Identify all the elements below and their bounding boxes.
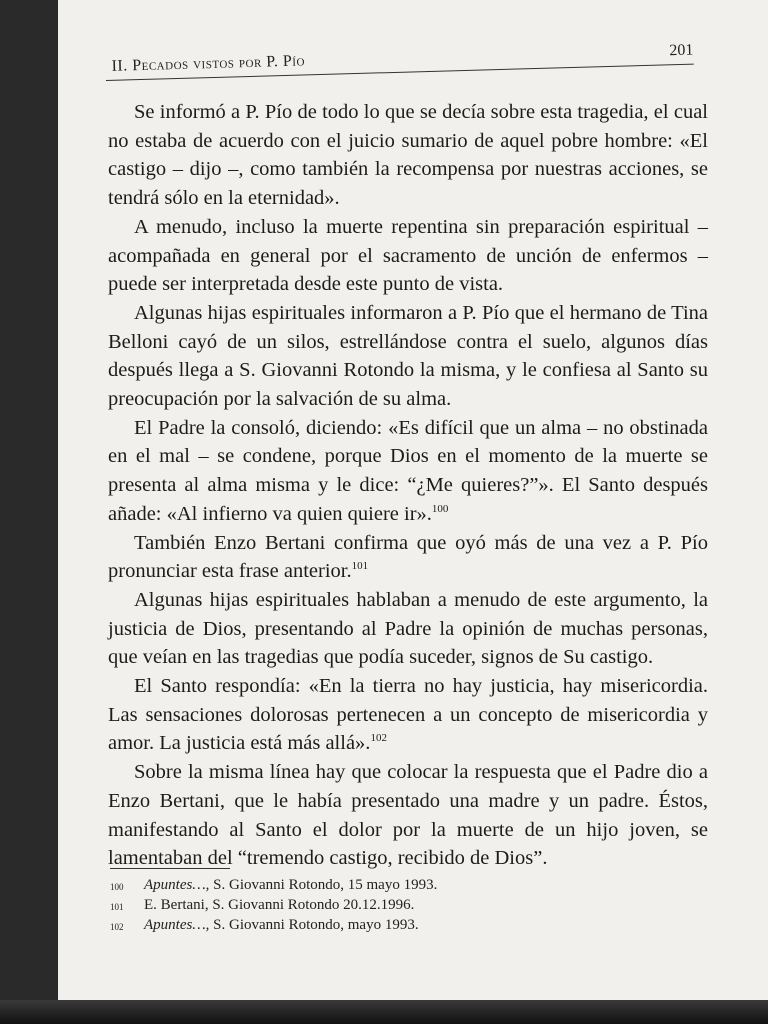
footnote <box>110 916 610 936</box>
footnote-number: 100 <box>110 882 124 892</box>
footnote-rule <box>110 868 230 869</box>
paragraph: El Santo respondía: «En la tierra no hay justicia, hay misericordia. Las sensaciones dolorosas pertenecen a un concepto de misericordia y amor. La justicia está más allá».$^{102}$ <box>108 675 708 755</box>
paragraph: Algunas hijas espirituales hablaban a menudo de este argumento, la justicia de Dios, presentando al Padre la opinión de muchas personas, que veían en las tragedias que podía suceder, signos de Su castigo. <box>108 588 708 669</box>
scan-shadow <box>0 1000 768 1024</box>
footnotes <box>110 876 610 936</box>
footnote-ref: 102 <box>370 732 387 745</box>
paragraph: Se informó a P. Pío de todo lo que se decía sobre esta tragedia, el cual no estaba de acuerdo con el juicio sumario de aquel pobre hombre: «El castigo – dijo –, como también la recompensa por nuestras acciones, se tendrá sólo en la eternidad». <box>108 101 708 210</box>
page-number: 201 <box>669 41 694 60</box>
paragraph: Algunas hijas espirituales informaron a P. Pío que el hermano de Tina Belloni cayó de un silos, estrellándose contra el suelo, algunos días después llega a S. Giovanni Rotondo la misma, y le confiesa al Santo su preocupación por la salvación de su alma. <box>108 301 708 411</box>
book-page <box>58 0 768 1000</box>
footnote-ref: 101 <box>351 560 369 573</box>
footnote-title: Apuntes… <box>144 917 206 933</box>
running-head: II. Pecados vistos por P. Pío <box>111 52 306 75</box>
footnote-text: E. Bertani, S. Giovanni Rotondo 20.12.1996. <box>144 897 415 913</box>
paragraph: A menudo, incluso la muerte repentina sin preparación espiritual – acompañada en general por el sacramento de unción de enfermos – puede ser interpretada desde este punto de vista. <box>108 215 708 296</box>
footnote-text: , S. Giovanni Rotondo, mayo 1993. <box>205 917 419 933</box>
paragraph: También Enzo Bertani confirma que oyó más de una vez a P. Pío pronunciar esta frase anterior.$^{101}$ <box>108 531 708 583</box>
body-text <box>108 98 708 873</box>
paragraph: Sobre la misma línea hay que colocar la respuesta que el Padre dio a Enzo Bertani, que le había presentado una madre y un padre. Éstos, manifestando al Santo el dolor por la muerte de un hijo joven, se lamentaban del “tremendo castigo, recibido de Dios”. <box>108 761 708 870</box>
page-header <box>105 34 694 81</box>
footnote-text: , S. Giovanni Rotondo, 15 mayo 1993. <box>205 877 438 893</box>
footnote-ref: 100 <box>431 503 449 516</box>
footnote-number: 102 <box>110 922 124 932</box>
footnote <box>110 876 610 896</box>
footnote <box>110 896 610 916</box>
paragraph: El Padre la consoló, diciendo: «Es difícil que un alma – no obstinada en el mal – se condene, porque Dios en el momento de la muerte se presenta al alma misma y le dice: “¿Me quieres?”». El Santo después añade: «Al infierno va quien quiere ir».$^{100}$ <box>108 416 708 525</box>
footnote-title: Apuntes… <box>144 877 206 893</box>
footnote-number: 101 <box>110 902 124 912</box>
